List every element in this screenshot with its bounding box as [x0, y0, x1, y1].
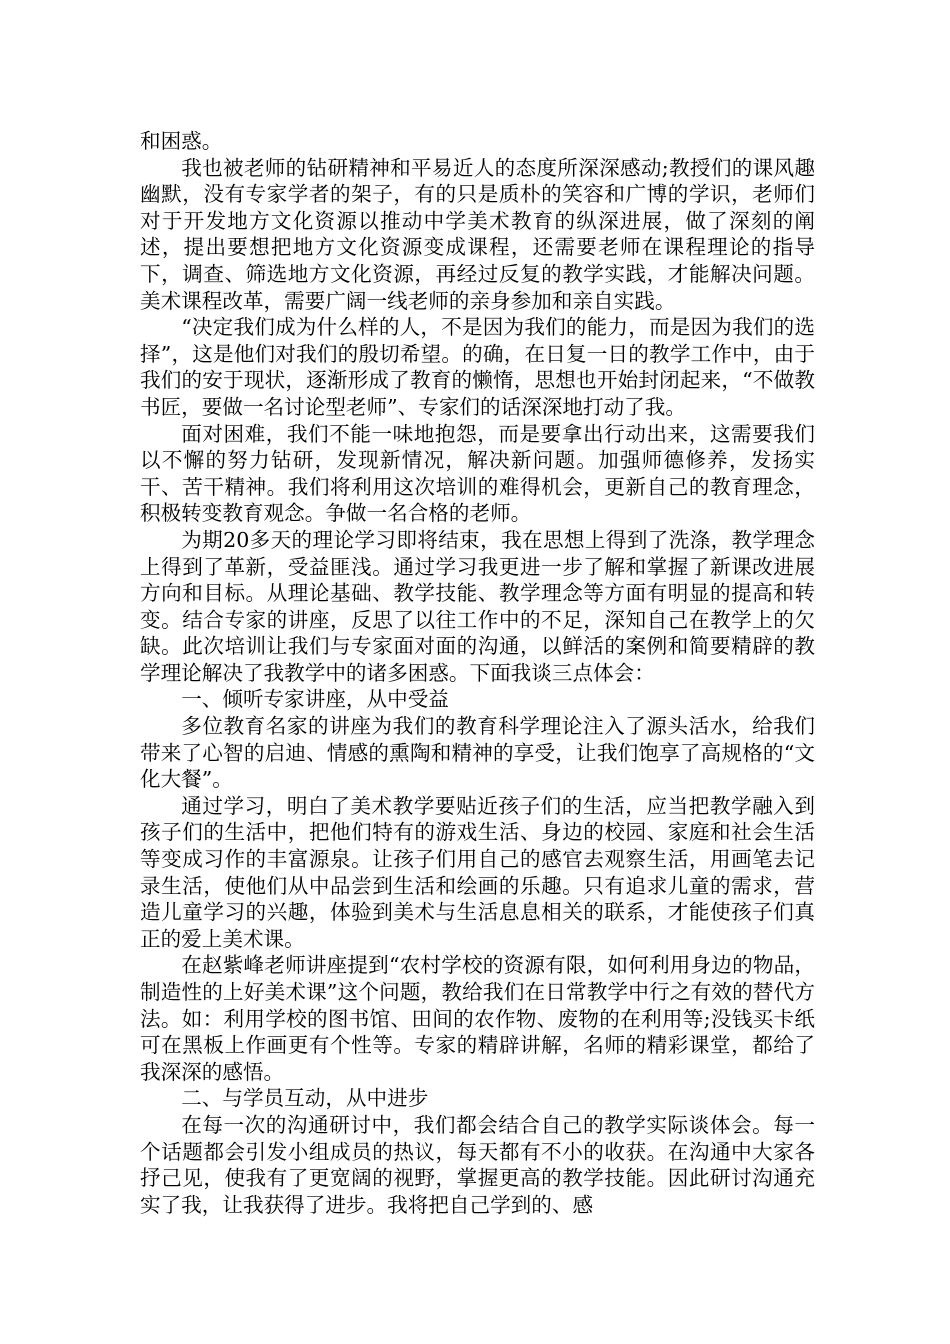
paragraph: 为期20多天的理论学习即将结束，我在思想上得到了洗涤，教学理念上得到了革新，受益匪浅。通过学习我更进一步了解和掌握了新课改进展方向和目标。从理论基础、教学技能、教学理念等方面有明显的提高和转变。结合专家的讲座，反思了以往工作中的不足，深知自己在教学上的欠缺。此次培训让我们与专家面对面的沟通，以鲜活的案例和简要精辟的教学理论解决了我教学中的诸多困惑。下面我谈三点体会：: [140, 527, 815, 685]
paragraph: 我也被老师的钻研精神和平易近人的态度所深深感动;教授们的课风趣幽默，没有专家学者的架子，有的只是质朴的笑容和广博的学识，老师们对于开发地方文化资源以推动中学美术教育的纵深进展，做了深刻的阐述，提出要想把地方文化资源变成课程，还需要老师在课程理论的指导下，调查、筛选地方文化资源，再经过反复的教学实践，才能解决问题。美术课程改革，需要广阔一线老师的亲身参加和亲自实践。: [140, 155, 815, 313]
document-body: [140, 128, 815, 1218]
paragraph: 多位教育名家的讲座为我们的教育科学理论注入了源头活水，给我们带来了心智的启迪、情感的熏陶和精神的享受，让我们饱享了高规格的“文化大餐”。: [140, 714, 815, 792]
paragraph: 在每一次的沟通研讨中，我们都会结合自己的教学实际谈体会。每一个话题都会引发小组成员的热议，每天都有不小的收获。在沟通中大家各抒己见，使我有了更宽阔的视野，掌握更高的教学技能。因此研讨沟通充实了我，让我获得了进步。我将把自己学到的、感: [140, 1112, 815, 1217]
paragraph: 面对困难，我们不能一味地抱怨，而是要拿出行动出来，这需要我们以不懈的努力钻研，发现新情况，解决新问题。加强师德修养，发扬实干、苦干精神。我们将利用这次培训的难得机会，更新自己的教育理念，积极转变教育观念。争做一名合格的老师。: [140, 421, 815, 526]
paragraph: “决定我们成为什么样的人，不是因为我们的能力，而是因为我们的选择”，这是他们对我们的殷切希望。的确，在日复一日的教学工作中，由于我们的安于现状，逐渐形成了教育的懒惰，思想也开始封闭起来，“不做教书匠，要做一名讨论型老师”、专家们的话深深地打动了我。: [140, 315, 815, 419]
paragraph: 通过学习，明白了美术教学要贴近孩子们的生活，应当把教学融入到孩子们的生活中，把他们特有的游戏生活、身边的校园、家庭和社会生活等变成习作的丰富源泉。让孩子们用自己的感官去观察生活，用画笔去记录生活，使他们从中品尝到生活和绘画的乐趣。只有追求儿童的需求，营造儿童学习的兴趣，体验到美术与生活息息相关的联系，才能使孩子们真正的爱上美术课。: [140, 793, 815, 951]
section-heading: 二、与学员互动，从中进步: [181, 1086, 429, 1111]
paragraph: 和困惑。: [140, 129, 223, 153]
paragraph: 在赵紫峰老师讲座提到“农村学校的资源有限，如何利用身边的物品，制造性的上好美术课”这个问题，教给我们在日常教学中行之有效的替代方法。如：利用学校的图书馆、田间的农作物、废物的在利用等;没钱买卡纸可在黑板上作画更有个性等。专家的精辟讲解，名师的精彩课堂，都给了我深深的感悟。: [140, 953, 815, 1084]
section-heading: 一、倾听专家讲座，从中受益: [181, 687, 449, 712]
